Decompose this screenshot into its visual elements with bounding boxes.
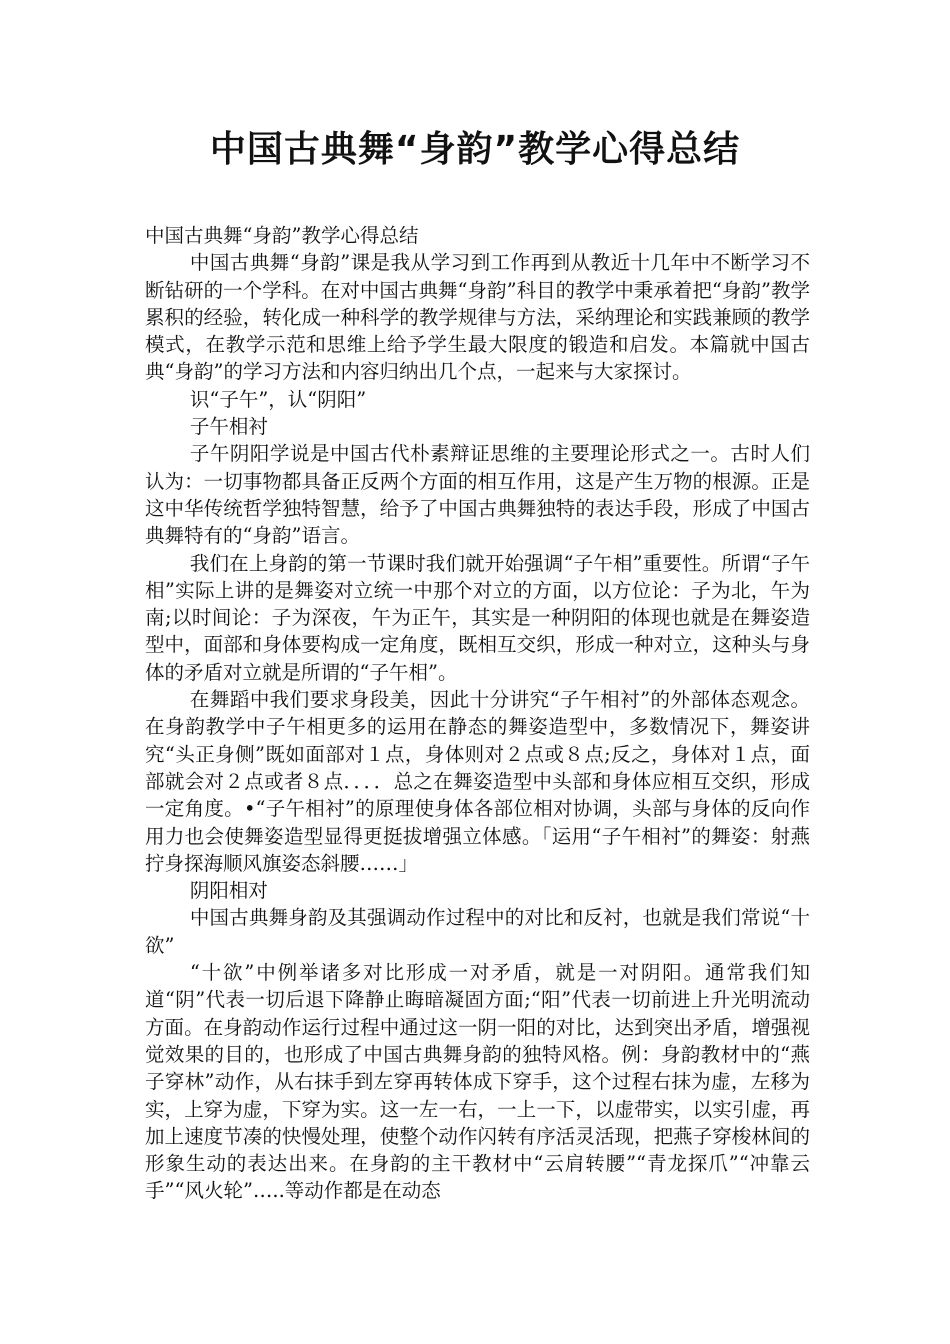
paragraph-ziwu-posture: 在舞蹈中我们要求身段美，因此十分讲究“子午相衬”的外部体态观念。在身韵教学中子午相更多的运用在静态的舞姿造型中，多数情况下，舞姿讲究“头正身侧”既如面部对１点，身体则对２点或８点;反之，身体对１点，面部就会对２点或者８点．．．．总之在舞姿造型中头部和身体应相互交织，形成一定角度。•“子午相衬”的原理使身体各部位相对协调，头部与身体的反向作用力也会使舞姿造型显得更挺拔增强立体感。「运用“子午相衬”的舞姿：射燕拧身探海顺风旗姿态斜腰……」 — [145, 688, 810, 875]
paragraph-ziwu-xiang: 我们在上身韵的第一节课时我们就开始强调“子午相”重要性。所谓“子午相”实际上讲的是舞姿对立统一中那个对立的方面，以方位论：子为北，午为南;以时间论：子为深夜，午为正午，其实是一种阴阳的体现也就是在舞姿造型中，面部和身体要构成一定角度，既相互交织，形成一种对立，这种头与身体的矛盾对立就是所谓的“子午相”。 — [145, 551, 810, 684]
document-body — [145, 222, 810, 1205]
document-title: 中国古典舞“身韵”教学心得总结 — [209, 129, 741, 170]
paragraph-intro: 中国古典舞“身韵”课是我从学习到工作再到从教近十几年中不断学习不断钻研的一个学科。在对中国古典舞“身韵”科目的教学中秉承着把“身韵”教学累积的经验，转化成一种科学的教学规律与方法，采纳理论和实践兼顾的教学模式，在教学示范和思维上给予学生最大限度的锻造和启发。本篇就中国古典“身韵”的学习方法和内容归纳出几个点，一起来与大家探讨。 — [145, 251, 810, 384]
subheading-yinyang-xiangdui: 阴阳相对 — [189, 879, 268, 903]
paragraph-shiyu-intro: 中国古典舞身韵及其强调动作过程中的对比和反衬，也就是我们常说“十欲” — [145, 906, 810, 957]
section-heading-ziwu-yinyang: 识“子午”，认“阴阳” — [189, 387, 367, 411]
subheading-ziwu-xiangchen: 子午相衬 — [189, 415, 268, 439]
paragraph-ziwu-theory: 子午阴阳学说是中国古代朴素辩证思维的主要理论形式之一。古时人们认为：一切事物都具备正反两个方面的相互作用，这是产生万物的根源。正是这中华传统哲学独特智慧，给予了中国古典舞独特的表达手段，形成了中国古典舞特有的“身韵”语言。 — [145, 442, 810, 548]
paragraph-shiyu-detail: “十欲”中例举诸多对比形成一对矛盾，就是一对阴阳。通常我们知道“阴”代表一切后退下降静止晦暗凝固方面;“阳”代表一切前进上升光明流动方面。在身韵动作运行过程中通过这一阴一阳的对比，达到突出矛盾，增强视觉效果的目的，也形成了中国古典舞身韵的独特风格。例：身韵教材中的“燕子穿林”动作，从右抹手到左穿再转体成下穿手，这个过程右抹为虚，左移为实，上穿为虚，下穿为实。这一左一右，一上一下，以虚带实，以实引虚，再加上速度节凑的快慢处理，使整个动作闪转有序活灵活现，把燕子穿梭林间的形象生动的表达出来。在身韵的主干教材中“云肩转腰”“青龙探爪”“冲靠云手”“风火轮”…..等动作都是在动态 — [145, 961, 810, 1203]
paragraph-heading-repeat: 中国古典舞“身韵”教学心得总结 — [145, 224, 419, 247]
